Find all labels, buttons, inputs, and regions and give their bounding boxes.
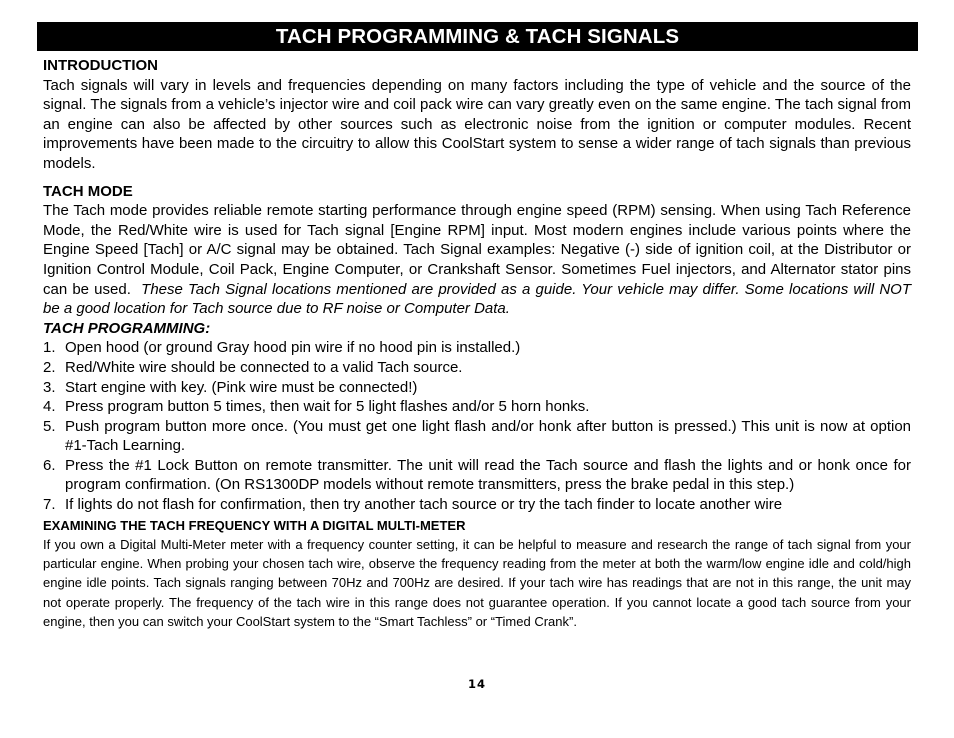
introduction-heading: INTRODUCTION — [43, 57, 158, 74]
list-item — [43, 495, 911, 515]
introduction-section — [43, 56, 911, 174]
tach-mode-body — [43, 201, 911, 319]
step-number: 7. — [43, 496, 56, 514]
step-number: 1. — [43, 339, 56, 357]
tach-mode-heading: TACH MODE — [43, 182, 133, 200]
step-number: 3. — [43, 378, 56, 396]
tach-programming-heading: TACH PROGRAMMING: — [43, 319, 211, 337]
step-text: Start engine with key. (Pink wire must be connected!) — [65, 378, 418, 396]
step-text: Red/White wire should be connected to a valid Tach source. — [65, 358, 463, 376]
step-text: Open hood (or ground Gray hood pin wire if no hood pin is installed.) — [65, 339, 521, 357]
introduction-body: Tach signals will vary in levels and frequencies depending on many factors including the type of vehicle and the source of the signal. The signals from a vehicle’s injector wire and coil pack wire can vary greatly even on the same engine. The tach signal from an engine can also be affected by other sources such as electronic noise from the ignition or computer modules. Recent improvements have been made to the circuitry to allow this CoolStart system to sense a wider range of tach signals than previous models. — [43, 76, 911, 172]
tach-mode-section — [43, 182, 911, 319]
tach-mode-body-text: The Tach mode provides reliable remote starting performance through engine speed (RPM) sensing. When using Tach Reference Mode, the Red/White wire is used for Tach signal [Engine RPM] input. Most modern engines include various points where the Engine Speed [Tach] or A/C signal may be obtained. Tach Signal examples: Negative (-) side of ignition coil, at the Distributor or Ignition Control Module, Coil Pack, Engine Computer, or Crankshaft Sensor. Sometimes Fuel injectors, and Alternator stator pins can be used. — [43, 202, 911, 298]
tach-mode-body-italic: These Tach Signal locations mentioned are provided as a guide. Your vehicle may differ. Some locations will NOT be a good location for Tach source due to RF noise or Computer Data. — [43, 280, 911, 318]
step-text: Push program button more once. (You must get one light flash and/or honk after button is pressed.) This unit is now at option #1-Tach Learning. — [65, 417, 911, 455]
list-item — [43, 378, 911, 398]
page-title-banner: TACH PROGRAMMING & TACH SIGNALS — [37, 22, 918, 51]
page-number: 14 — [467, 677, 486, 691]
page-content — [43, 56, 911, 631]
multimeter-section — [43, 516, 911, 631]
list-item — [43, 338, 911, 358]
list-item — [43, 358, 911, 378]
list-item — [43, 397, 911, 417]
step-number: 4. — [43, 398, 56, 416]
multimeter-body: If you own a Digital Multi-Meter meter with a frequency counter setting, it can be helpful to measure and research the range of tach signal from your particular engine. When probing your chosen tach wire, observe the frequency reading from the meter at both the warm/low engine idle and cold/high engine idle points. Tach signals ranging between 70Hz and 700Hz are desired. If your tach wire has readings that are not in this range, the unit may not operate properly. The frequency of the tach wire in this range does not guarantee operation. If you cannot locate a good tach source from your engine, then you can switch your CoolStart system to the “Smart Tachless” or “Timed Crank”. — [43, 536, 911, 629]
step-text: Press program button 5 times, then wait for 5 light flashes and/or 5 horn honks. — [65, 398, 590, 416]
step-text: Press the #1 Lock Button on remote transmitter. The unit will read the Tach source and flash the lights and or honk once for program confirmation. (On RS1300DP models without remote transmitters, press the brake pedal in this step.) — [65, 456, 911, 494]
tach-programming-steps — [43, 338, 911, 514]
step-number: 5. — [43, 417, 56, 435]
list-item — [43, 417, 911, 456]
multimeter-heading: EXAMINING THE TACH FREQUENCY WITH A DIGITAL MULTI-METER — [43, 517, 466, 533]
step-number: 6. — [43, 456, 56, 474]
step-number: 2. — [43, 358, 56, 376]
tach-programming-section — [43, 319, 911, 515]
step-text: If lights do not flash for confirmation, then try another tach source or try the tach finder to locate another wire — [65, 496, 783, 514]
list-item — [43, 456, 911, 495]
